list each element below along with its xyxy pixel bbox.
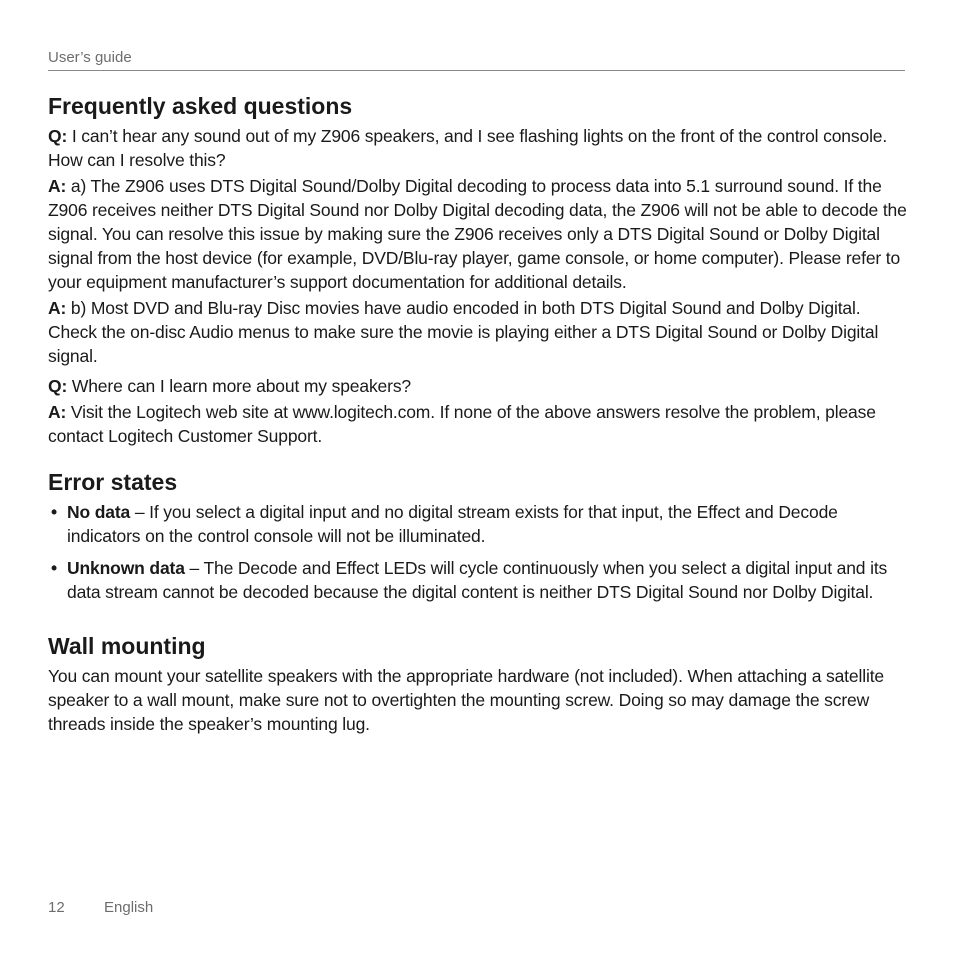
question-label: Q: — [48, 376, 68, 396]
error-description: – The Decode and Effect LEDs will cycle continuously when you select a digital input and its data stream cannot be decoded because the digital content is neither DTS Digital Sound nor Dolby Digital. — [67, 558, 888, 602]
list-item — [48, 500, 910, 548]
error-term: No data — [67, 502, 131, 522]
page-content — [48, 90, 910, 736]
answer-label: A: — [48, 298, 67, 318]
question-text: I can’t hear any sound out of my Z906 speakers, and I see flashing lights on the front of the control console. How can I resolve this? — [48, 126, 888, 170]
answer-text: Visit the Logitech web site at www.logitech.com. If none of the above answers resolve the problem, please contact Logitech Customer Support. — [48, 402, 876, 446]
answer-label: A: — [48, 402, 67, 422]
answer-label: A: — [48, 176, 67, 196]
wall-mounting-section — [48, 630, 910, 736]
footer-language: English — [104, 899, 154, 916]
header-label: User’s guide — [48, 49, 132, 66]
answer-text: b) Most DVD and Blu-ray Disc movies have audio encoded in both DTS Digital Sound and Dolby Digital. Check the on-disc Audio menus to make sure the movie is playing either a DTS Digital Sound or Dolby Digital signal. — [48, 298, 879, 366]
wall-mounting-text: You can mount your satellite speakers with the appropriate hardware (not included). When attaching a satellite speaker to a wall mount, make sure not to overtighten the mounting screw. Doing so may damage the screw threads inside the speaker’s mounting lug. — [48, 666, 884, 734]
faq-section — [48, 90, 910, 448]
faq-question — [48, 124, 910, 172]
faq-item — [48, 374, 910, 448]
error-states-section — [48, 466, 910, 604]
error-term: Unknown data — [67, 558, 185, 578]
error-states-list — [48, 500, 910, 604]
question-text: Where can I learn more about my speakers? — [67, 376, 412, 396]
question-label: Q: — [48, 126, 68, 146]
faq-question — [48, 374, 910, 398]
wall-mounting-heading: Wall mounting — [48, 633, 206, 659]
faq-heading: Frequently asked questions — [48, 93, 353, 119]
list-item — [48, 556, 910, 604]
faq-answer — [48, 174, 910, 294]
page-number: 12 — [48, 899, 65, 916]
faq-answer — [48, 400, 910, 448]
error-states-heading: Error states — [48, 469, 178, 495]
answer-text: a) The Z906 uses DTS Digital Sound/Dolby Digital decoding to process data into 5.1 surround sound. If the Z906 receives neither DTS Digital Sound nor Dolby Digital decoding data, the Z906 will not be able to decode the signal. You can resolve this issue by making sure the Z906 receives only a DTS Digital Sound or Dolby Digital signal from the host device (for example, DVD/Blu-ray player, game console, or home computer). Please refer to your equipment manufacturer’s support documentation for additional details. — [48, 176, 907, 292]
page-footer — [48, 898, 153, 918]
faq-answer — [48, 296, 910, 368]
page-header — [48, 48, 905, 71]
faq-item — [48, 124, 910, 368]
bullet-icon: • — [51, 502, 57, 522]
error-description: – If you select a digital input and no digital stream exists for that input, the Effect and Decode indicators on the control console will not be illuminated. — [67, 502, 838, 546]
bullet-icon: • — [51, 558, 57, 578]
